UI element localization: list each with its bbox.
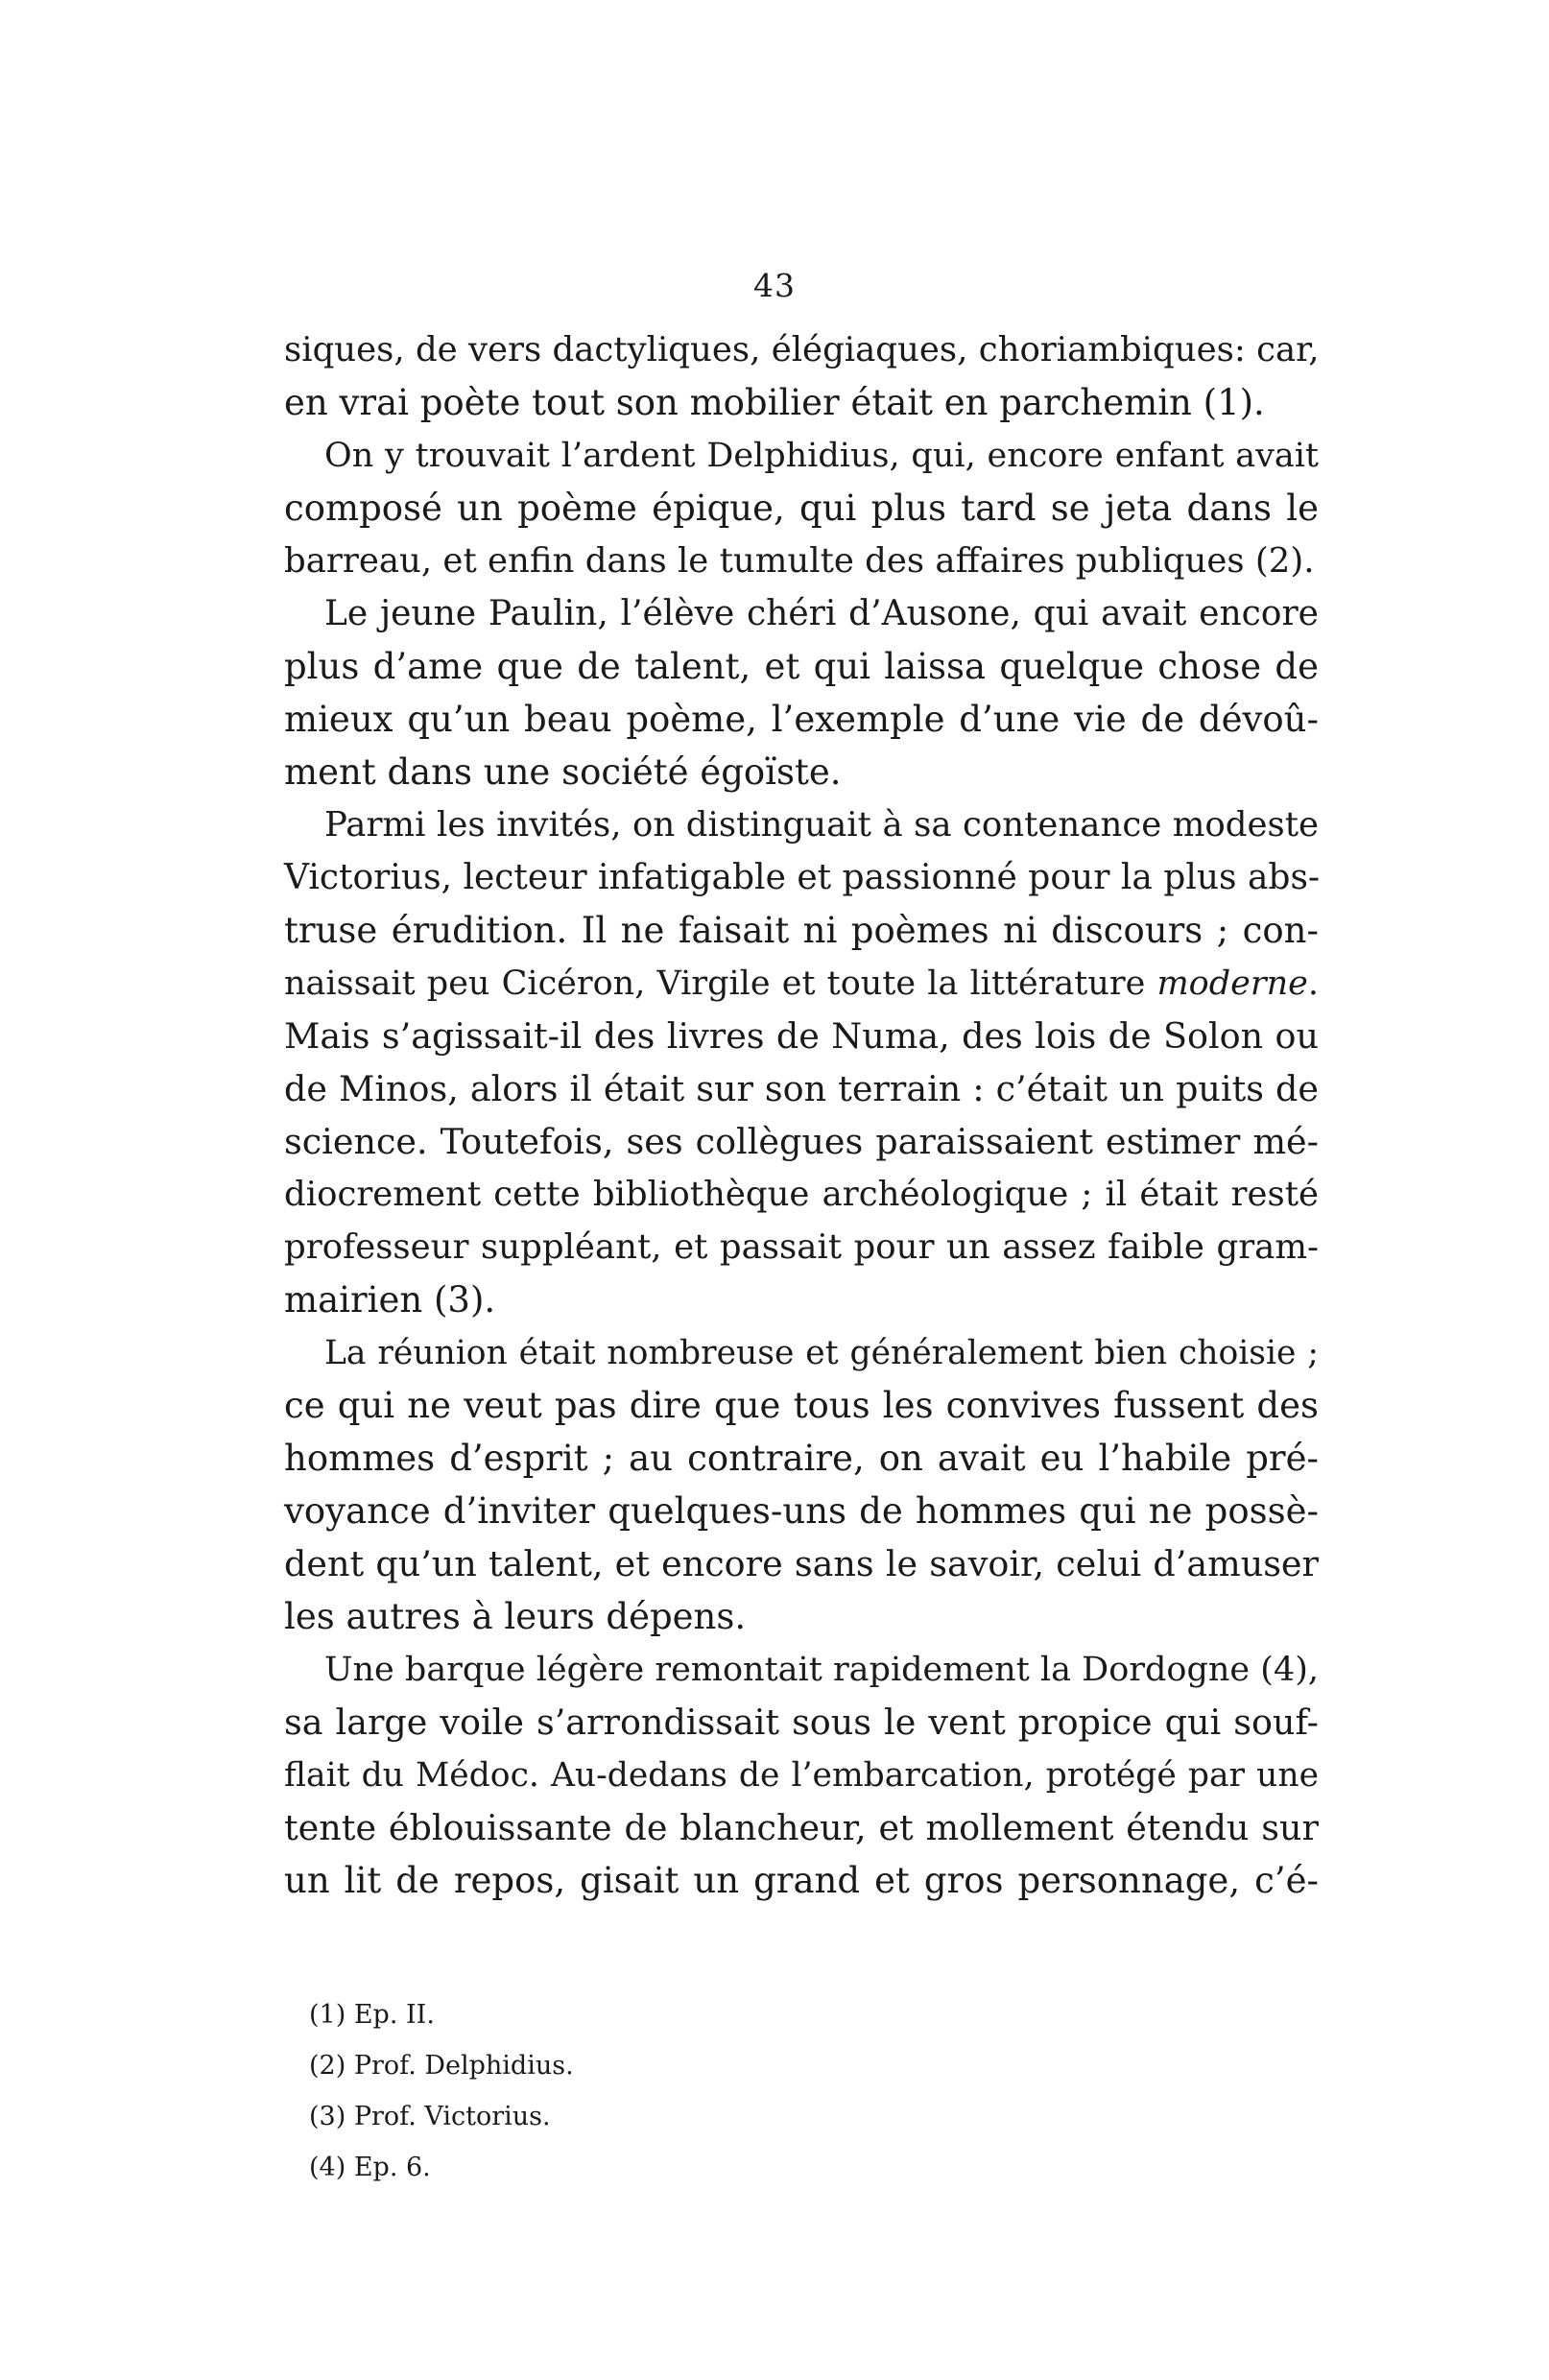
text-line: voyance d’inviter quelques-uns de hommes qui ne possè-	[284, 1490, 1319, 1532]
text-line: ce qui ne veut pas dire que tous les convives fussent des	[284, 1385, 1319, 1426]
text-line: dent qu’un talent, et encore sans le savoir, celui d’amuser	[284, 1543, 1319, 1584]
text-line: sa large voile s’arrondissait sous le vent propice qui souf-	[284, 1702, 1319, 1743]
text-line: plus d’ame que de talent, et qui laissa quelque chose de	[284, 646, 1319, 687]
footnote: (4) Ep. 6.	[309, 2153, 431, 2182]
text-line: Parmi les invités, on distinguait à sa contenance modeste	[324, 805, 1319, 845]
text-line: On y trouvait l’ardent Delphidius, qui, encore enfant avait	[324, 437, 1319, 475]
text-line: composé un poème épique, qui plus tard se jeta dans le	[284, 488, 1319, 529]
footnote: (3) Prof. Victorius.	[309, 2102, 551, 2131]
text-line: les autres à leurs dépens.	[284, 1596, 747, 1637]
text-line: flait du Médoc. Au-dedans de l’embarcation, protégé par une	[284, 1756, 1319, 1795]
text-line: truse érudition. Il ne faisait ni poèmes ni discours ; con-	[284, 910, 1319, 951]
page-number: 43	[753, 267, 796, 304]
text-line: ment dans une société égoïste.	[284, 751, 842, 793]
text-line: science. Toutefois, ses collègues paraissaient estimer mé-	[284, 1121, 1319, 1162]
text-line: siques, de vers dactyliques, élégiaques, choriambiques: car,	[284, 330, 1320, 369]
text-line: Victorius, lecteur infatigable et passionné pour la plus abs-	[284, 858, 1321, 897]
text-line: hommes d’esprit ; au contraire, on avait eu l’habile pré-	[284, 1438, 1319, 1479]
text-line: naissait peu Cicéron, Virgile et toute la littérature moderne.	[284, 964, 1319, 1003]
text-line: mairien (3).	[284, 1279, 496, 1321]
text-line: en vrai poète tout son mobilier était en parchemin (1).	[284, 382, 1265, 423]
text-line: Une barque légère remontait rapidement la Dordogne (4),	[324, 1651, 1319, 1689]
footnote: (2) Prof. Delphidius.	[309, 2051, 574, 2081]
text-line: un lit de repos, gisait un grand et gros personnage, c’é-	[284, 1860, 1319, 1901]
text-line: Le jeune Paulin, l’élève chéri d’Ausone, qui avait encore	[324, 594, 1319, 633]
text-line: Mais s’agissait-il des livres de Numa, des lois de Solon ou	[284, 1015, 1319, 1057]
text-line: mieux qu’un beau poème, l’exemple d’une vie de dévoû-	[284, 699, 1319, 740]
text-line: professeur suppléant, et passait pour un assez faible gram-	[284, 1227, 1319, 1267]
text-line: de Minos, alors il était sur son terrain : c’était un puits de	[284, 1068, 1319, 1109]
text-line: barreau, et enfin dans le tumulte des affaires publiques (2).	[284, 541, 1315, 581]
text-line: La réunion était nombreuse et généralement bien choisie ;	[324, 1334, 1319, 1372]
footnote: (1) Ep. II.	[309, 2000, 435, 2030]
text-line: tente éblouissante de blancheur, et mollement étendu sur	[284, 1807, 1319, 1848]
text-line: diocrement cette bibliothèque archéologique ; il était resté	[284, 1175, 1319, 1214]
